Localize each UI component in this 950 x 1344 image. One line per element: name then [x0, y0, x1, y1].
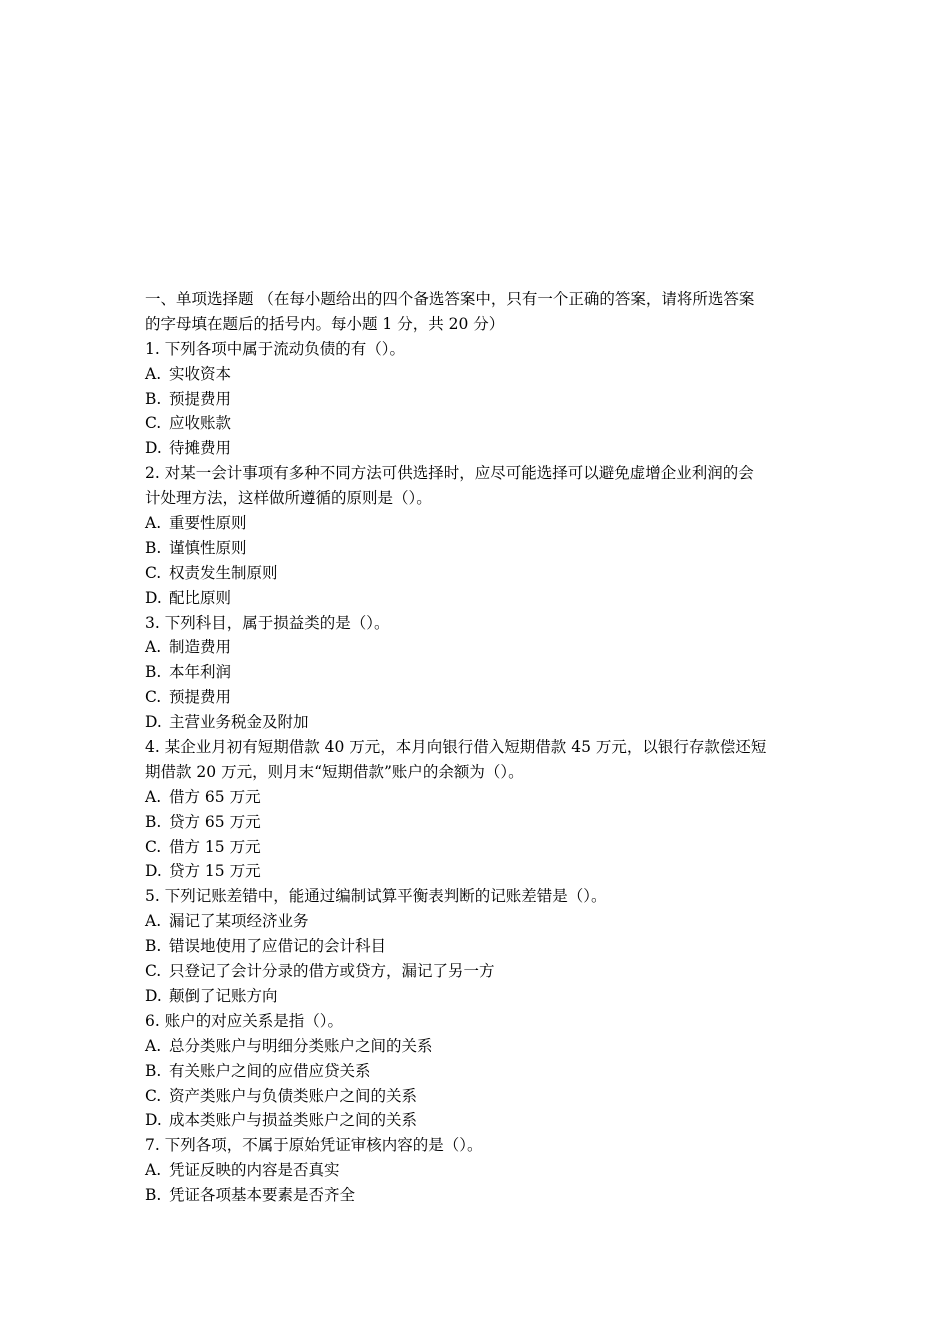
- option-letter: D.: [145, 862, 162, 881]
- question-stem: 2. 对某一会计事项有多种不同方法可供选择时，应尽可能选择可以避免虚增企业利润的会: [145, 464, 754, 483]
- option-letter: A.: [145, 1036, 162, 1055]
- option-text: 贷方 65 万元: [169, 812, 261, 831]
- option-letter: A.: [145, 787, 162, 806]
- option-b: [145, 536, 810, 561]
- option-letter: C.: [145, 1086, 162, 1105]
- option-c: [145, 959, 810, 984]
- option-text: 借方 15 万元: [169, 837, 261, 856]
- question-7: [145, 1133, 810, 1208]
- option-letter: A.: [145, 638, 162, 657]
- option-text: 成本类账户与损益类账户之间的关系: [169, 1111, 418, 1130]
- option-text: 权责发生制原则: [169, 563, 278, 582]
- option-d: [145, 586, 810, 611]
- option-text: 资产类账户与负债类账户之间的关系: [169, 1086, 418, 1105]
- option-b: [145, 1059, 810, 1084]
- option-letter: D.: [145, 1111, 162, 1130]
- option-text: 主营业务税金及附加: [169, 713, 309, 732]
- question-6: [145, 1009, 810, 1133]
- option-letter: C.: [145, 962, 162, 981]
- option-b: [145, 934, 810, 959]
- option-text: 错误地使用了应借记的会计科目: [169, 937, 387, 956]
- option-a: [145, 1034, 810, 1059]
- option-b: [145, 387, 810, 412]
- option-b: [145, 660, 810, 685]
- option-d: [145, 859, 810, 884]
- option-c: [145, 685, 810, 710]
- option-a: [145, 1158, 810, 1183]
- option-text: 制造费用: [169, 638, 232, 657]
- option-text: 颠倒了记账方向: [169, 986, 278, 1005]
- option-b: [145, 810, 810, 835]
- option-letter: A.: [145, 1161, 162, 1180]
- option-c: [145, 411, 810, 436]
- option-a: [145, 511, 810, 536]
- question-stem-continued: 期借款 20 万元，则月末“短期借款”账户的余额为（）。: [145, 762, 524, 781]
- section-heading-line-1: 一、单项选择题 （在每小题给出的四个备选答案中，只有一个正确的答案，请将所选答案: [145, 290, 755, 308]
- exam-content: [145, 287, 810, 1208]
- option-letter: A.: [145, 364, 162, 383]
- option-letter: B.: [145, 1061, 162, 1080]
- option-text: 借方 65 万元: [169, 787, 261, 806]
- option-letter: B.: [145, 812, 162, 831]
- option-text: 贷方 15 万元: [169, 862, 261, 881]
- option-d: [145, 436, 810, 461]
- question-stem-continued: 计处理方法，这样做所遵循的原则是（）。: [145, 489, 432, 508]
- option-text: 有关账户之间的应借应贷关系: [169, 1061, 371, 1080]
- option-text: 预提费用: [169, 688, 232, 707]
- question-stem: 6. 账户的对应关系是指（）。: [145, 1011, 343, 1030]
- option-letter: D.: [145, 588, 162, 607]
- option-letter: B.: [145, 1186, 162, 1205]
- option-letter: C.: [145, 688, 162, 707]
- option-b: [145, 1183, 810, 1208]
- option-text: 重要性原则: [169, 514, 247, 533]
- option-a: [145, 909, 810, 934]
- option-text: 实收资本: [169, 364, 232, 383]
- section-heading-line-2: 的字母填在题后的括号内。每小题 1 分，共 20 分）: [145, 314, 505, 333]
- option-c: [145, 561, 810, 586]
- option-text: 谨慎性原则: [169, 538, 247, 557]
- question-2: [145, 461, 810, 610]
- option-letter: B.: [145, 937, 162, 956]
- option-d: [145, 984, 810, 1009]
- option-a: [145, 635, 810, 660]
- option-letter: A.: [145, 514, 162, 533]
- option-text: 总分类账户与明细分类账户之间的关系: [169, 1036, 433, 1055]
- option-text: 预提费用: [169, 389, 232, 408]
- question-4: [145, 735, 810, 884]
- question-stem: 4. 某企业月初有短期借款 40 万元，本月向银行借入短期借款 45 万元，以银行存款偿还短: [145, 738, 767, 757]
- question-stem: 3. 下列科目，属于损益类的是（）。: [145, 613, 390, 632]
- option-letter: D.: [145, 713, 162, 732]
- option-letter: B.: [145, 538, 162, 557]
- option-letter: D.: [145, 986, 162, 1005]
- option-text: 凭证各项基本要素是否齐全: [169, 1186, 356, 1205]
- option-text: 凭证反映的内容是否真实: [169, 1161, 340, 1180]
- question-stem: 1. 下列各项中属于流动负债的有（）。: [145, 339, 405, 358]
- option-letter: C.: [145, 837, 162, 856]
- question-5: [145, 884, 810, 1008]
- option-text: 本年利润: [169, 663, 232, 682]
- option-a: [145, 362, 810, 387]
- option-letter: B.: [145, 663, 162, 682]
- option-letter: C.: [145, 414, 162, 433]
- option-letter: B.: [145, 389, 162, 408]
- question-3: [145, 611, 810, 735]
- option-d: [145, 710, 810, 735]
- option-text: 只登记了会计分录的借方或贷方，漏记了另一方: [169, 962, 495, 981]
- option-text: 应收账款: [169, 414, 232, 433]
- option-text: 漏记了某项经济业务: [169, 912, 309, 931]
- option-a: [145, 785, 810, 810]
- option-letter: C.: [145, 563, 162, 582]
- option-d: [145, 1108, 810, 1133]
- option-text: 待摊费用: [169, 439, 232, 458]
- option-letter: D.: [145, 439, 162, 458]
- option-c: [145, 835, 810, 860]
- question-stem: 7. 下列各项，不属于原始凭证审核内容的是（）。: [145, 1136, 483, 1155]
- question-stem: 5. 下列记账差错中，能通过编制试算平衡表判断的记账差错是（）。: [145, 887, 607, 906]
- option-letter: A.: [145, 912, 162, 931]
- option-text: 配比原则: [169, 588, 232, 607]
- option-c: [145, 1084, 810, 1109]
- question-1: [145, 337, 810, 461]
